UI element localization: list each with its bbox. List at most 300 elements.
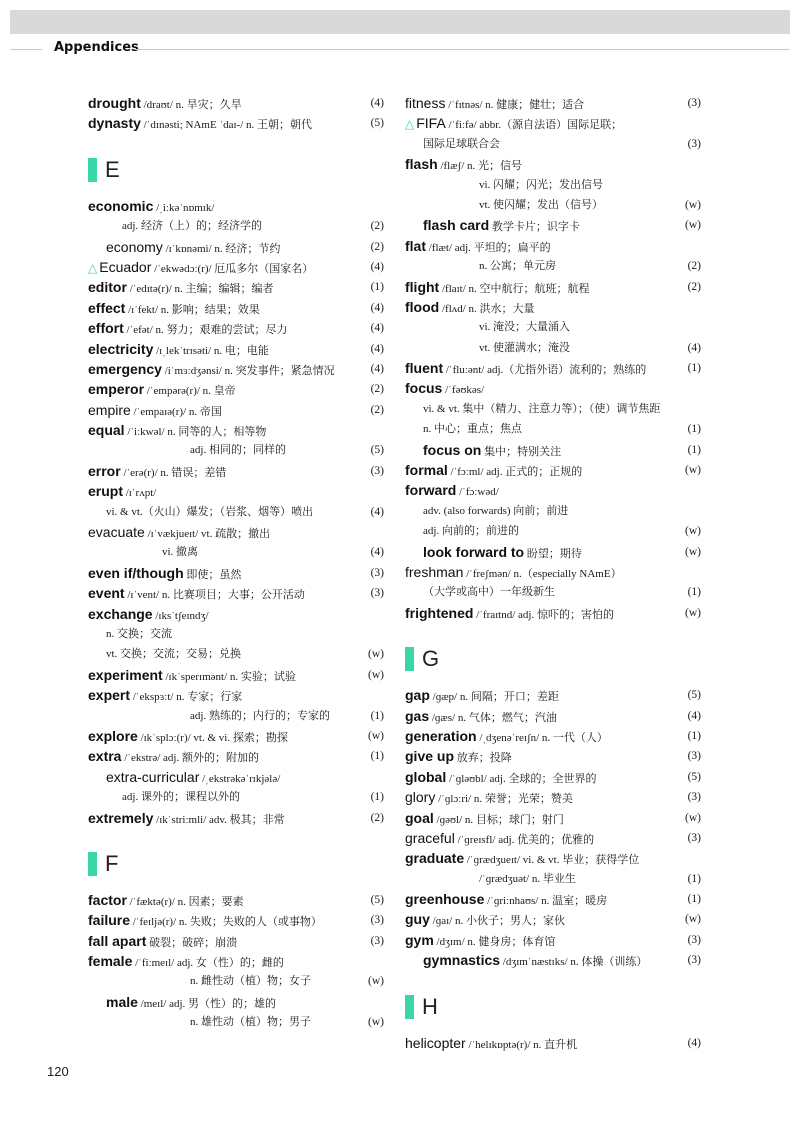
definition: adj. 相同的；同样的 [190,444,286,457]
definition: /ɪˈvent/ n. 比赛项目；大事；公开活动 [124,589,305,602]
entry-continuation [88,624,384,644]
glossary-entry [88,583,384,603]
running-header [10,40,790,60]
headword: factor [88,891,127,908]
entry-continuation [88,971,384,991]
unit-tag: (5) [370,444,384,457]
definition: vi. 撤离 [162,546,199,559]
entry-continuation [88,502,384,522]
headword: experiment [88,666,163,683]
definition: /ɡæs/ n. 气体；燃气；汽油 [429,711,557,724]
definition: /ˈfiːfə/ abbr.（源自法语）国际足联； [445,119,623,132]
headword: explore [88,727,138,744]
unit-tag: (w) [368,1016,384,1029]
entry-continuation [405,338,701,358]
unit-tag: (4) [687,1036,701,1049]
unit-tag: (3) [687,933,701,946]
definition: /ɡaɪ/ n. 小伙子；男人；家伙 [429,915,565,928]
section-marker-bar [88,158,97,182]
entry-continuation [88,542,384,562]
headword: dynasty [88,115,141,132]
entry-continuation [405,134,701,154]
glossary-entry [88,522,384,542]
definition: /dʒɪm/ n. 健身房；体育馆 [433,935,556,948]
definition: /ˈefət/ n. 努力；艰难的尝试；尽力 [123,324,288,337]
unit-tag: (3) [370,587,384,600]
headword: female [88,953,133,970]
unit-tag: (2) [370,383,384,396]
unit-tag: (w) [685,811,701,824]
headword: editor [88,279,127,296]
glossary-entry [88,379,384,399]
unit-tag: (4) [687,341,701,354]
glossary-entry [405,378,701,398]
letter-section-heading [88,842,384,886]
unit-tag: (3) [370,934,384,947]
glossary-entry [88,992,384,1012]
entry-continuation [405,175,701,195]
glossary-entry [88,604,384,624]
glossary-entry [88,339,384,359]
glossary-entry [405,562,701,582]
definition: /ɡæp/ n. 间隔；开口；差距 [429,691,559,704]
letter-section-heading [88,148,384,192]
entry-continuation [88,644,384,664]
definition: /ɪˈkɒnəmi/ n. 经济；节约 [162,242,281,255]
glossary-entry [88,746,384,766]
unit-tag: (2) [370,811,384,824]
definition: 盼望；期待 [524,547,582,560]
glossary-entry [405,297,701,317]
definition: 破裂；破碎；崩溃 [146,936,238,949]
headword: Ecuador [99,258,152,275]
definition: /ˈfəʊkəs/ [442,384,485,397]
definition: /ˈfraɪtnd/ adj. 惊吓的；害怕的 [473,608,614,621]
glossary-entry [405,460,701,480]
headword: evacuate [88,524,145,541]
entry-continuation [405,582,701,602]
unit-tag: (1) [687,362,701,375]
glossary-entry [88,808,384,828]
glossary-entry [405,828,701,848]
definition: vt. 使闪耀；发出（信号） [479,198,604,211]
triangle-icon: △ [405,117,415,132]
unit-tag: (1) [687,729,701,742]
headword: empire [88,401,131,418]
glossary-entry [405,1033,701,1053]
glossary-entry [88,890,384,910]
glossary-entry [88,726,384,746]
definition: /ˈerə(r)/ n. 错误；差错 [120,466,227,479]
headword: exchange [88,605,153,622]
definition: n. 雌性动（植）物；女子 [190,975,311,988]
unit-tag: (w) [685,464,701,477]
glossary-entry [88,461,384,481]
section-letter: E [105,156,120,182]
entry-continuation [88,1012,384,1032]
glossary-entry [405,848,701,868]
triangle-icon: △ [88,260,98,275]
headword: extremely [88,809,154,826]
definition: /ɪkˈsperɪmənt/ n. 实验；试验 [162,670,296,683]
definition: /ɪˈvækjueɪt/ vt. 疏散；撤出 [144,528,271,541]
headword: fall apart [88,932,147,949]
top-banner [10,10,790,34]
unit-tag: (1) [370,791,384,804]
entry-continuation [405,501,701,521]
headword: emperor [88,381,145,398]
entry-continuation [88,440,384,460]
glossary-entry [88,685,384,705]
glossary-entry [405,746,701,766]
unit-tag: (2) [370,240,384,253]
definition: vt. 使灌满水；淹没 [479,341,571,354]
headword: failure [88,912,131,929]
headword: extra-curricular [106,768,200,785]
headword: give up [405,748,455,765]
unit-tag: (w) [368,975,384,988]
headword: flat [405,237,426,254]
definition: /ɡəʊl/ n. 目标；球门；射门 [433,813,564,826]
unit-tag: (4) [370,97,384,109]
definition: /ɪˈrʌpt/ [123,487,157,500]
headword: equal [88,422,125,439]
unit-tag: (w) [368,648,384,661]
glossary-entry [88,420,384,440]
definition: /ˈfreʃmən/ n.（especially NAmE） [463,567,622,580]
headword: frightened [405,604,474,621]
glossary-entry [88,359,384,379]
definition: /ˈɡriːnhaʊs/ n. 温室；暖房 [484,895,608,908]
unit-tag: (5) [687,770,701,783]
unit-tag: (3) [687,791,701,804]
headword: fitness [405,95,446,111]
unit-tag: (w) [368,729,384,742]
page-number: 120 [47,1064,69,1079]
section-title: Appendices [54,40,139,55]
section-spacer [88,134,384,144]
headword: flash [405,156,438,173]
definition: /ˈedɪtə(r)/ n. 主编；编辑；编者 [126,283,274,296]
headword: effect [88,299,126,316]
headword: focus [405,380,443,397]
definition: /ˈfɪtnəs/ n. 健康；健壮；适合 [445,99,585,111]
unit-tag: (2) [370,403,384,416]
definition: vi. & vt. 集中（精力、注意力等）；（使）调节焦距 [423,402,661,415]
glossary-entry [88,318,384,338]
headword: erupt [88,483,123,500]
headword: FIFA [416,115,446,132]
entry-continuation [88,706,384,726]
unit-tag: (3) [370,914,384,927]
headword: flight [405,278,440,295]
headword: graceful [405,829,455,846]
unit-tag: (4) [370,362,384,375]
definition: /dʒɪmˈnæstɪks/ n. 体操（训练） [500,956,648,969]
definition: /ˈfɔːwəd/ [456,486,499,499]
definition: /iˈmɜːdʒənsi/ n. 突发事件；紧急情况 [161,364,335,377]
definition: /ɪˌlekˈtrɪsəti/ n. 电；电能 [153,344,269,357]
definition: vi. 淹没；大量涌入 [479,321,571,334]
unit-tag: (w) [685,606,701,619]
unit-tag: (1) [687,872,701,885]
glossary-entry [88,298,384,318]
section-spacer [88,828,384,838]
unit-tag: (3) [370,566,384,579]
definition: adv. (also forwards) 向前；前进 [423,504,569,517]
glossary-entry [405,889,701,909]
headword: guy [405,911,430,928]
headword: flash card [423,217,490,234]
unit-tag: (3) [687,750,701,763]
definition: /ˈempaɪə(r)/ n. 帝国 [130,405,222,418]
glossary-column-left [88,93,384,1033]
glossary-entry [405,808,701,828]
header-rule-left [10,49,42,50]
glossary-entry [405,909,701,929]
unit-tag: (5) [370,893,384,906]
unit-tag: (4) [687,709,701,722]
definition: /ˈhelɪkɒptə(r)/ n. 直升机 [465,1038,578,1051]
entry-continuation [405,256,701,276]
glossary-entry [405,215,701,235]
definition: /ˌekstrəkəˈrɪkjələ/ [199,772,281,785]
section-letter: G [422,646,440,672]
unit-tag: (1) [687,586,701,599]
glossary-entry [405,542,701,562]
unit-tag: (3) [687,137,701,150]
definition: vi. 闪耀；闪光；发出信号 [479,178,604,191]
glossary-entry [405,726,701,746]
headword: fluent [405,360,444,377]
definition: /ˈekspɜːt/ n. 专家；行家 [130,691,243,704]
headword: gas [405,707,430,724]
definition: /draʊt/ n. 旱灾；久旱 [140,99,242,111]
headword: greenhouse [405,891,485,908]
unit-tag: (1) [687,893,701,906]
headword: emergency [88,360,162,377]
definition: /ˈekstrə/ adj. 额外的；附加的 [121,752,259,765]
definition: n. 公寓；单元房 [479,260,556,273]
headword: gap [405,687,430,704]
glossary-entry [405,93,701,113]
unit-tag: (4) [370,301,384,314]
headword: extra [88,748,122,765]
definition: /ɪksˈtʃeɪndʒ/ [152,609,209,622]
definition: /ɪkˈsplɔː(r)/ vt. & vi. 探索；勘探 [137,731,288,744]
glossary-entry [88,93,384,113]
definition: /ˈfiːmeɪl/ adj. 女（性）的；雌的 [132,957,284,970]
unit-tag: (5) [687,689,701,702]
definition: /ˈekwədɔː(r)/ 厄瓜多尔（国家名） [151,262,314,275]
definition: /flæt/ adj. 平坦的；扁平的 [426,241,551,254]
unit-tag: (3) [687,954,701,967]
glossary-entry [405,440,701,460]
definition: /ˈɡlɔːri/ n. 荣誉；光荣；赞美 [435,793,573,806]
glossary-entry [405,787,701,807]
entry-continuation [88,216,384,236]
headword: error [88,462,121,479]
glossary-entry [405,706,701,726]
unit-tag: (1) [687,443,701,456]
glossary-entry [88,237,384,257]
glossary-entry [88,277,384,297]
letter-section-heading [405,637,701,681]
definition: /ˌiːkəˈnɒmɪk/ [153,201,215,214]
glossary-entry [405,277,701,297]
header-rule-right [135,49,790,50]
glossary-entry [405,358,701,378]
glossary-column-right [405,93,701,1053]
definition: /ˈiːkwəl/ n. 同等的人；相等物 [124,426,267,439]
glossary-entry [405,685,701,705]
headword: gymnastics [423,952,501,969]
definition: /ˈɡrædʒuət/ n. 毕业生 [479,872,576,885]
headword: global [405,768,447,785]
glossary-entry [88,113,384,133]
unit-tag: (w) [685,219,701,232]
definition: vt. 交换；交流；交易；兑换 [106,648,242,661]
unit-tag: (2) [370,220,384,233]
definition: /ˈɡrædʒueɪt/ vi. & vt. 毕业；获得学位 [464,854,640,867]
glossary-entry [88,257,384,277]
entry-continuation [405,317,701,337]
headword: electricity [88,340,154,357]
entry-continuation [405,869,701,889]
section-letter: F [105,850,119,876]
glossary-entry [88,481,384,501]
definition: vi. & vt.（火山）爆发；（岩浆、烟等）喷出 [106,505,314,518]
headword: look forward to [423,543,525,560]
glossary-entry [88,951,384,971]
glossary-entry [88,196,384,216]
unit-tag: (w) [685,545,701,558]
unit-tag: (1) [370,281,384,294]
headword: economy [106,238,163,255]
definition: n. 中心；重点；焦点 [423,423,522,436]
definition: /ˈfluːənt/ adj.（尤指外语）流利的；熟练的 [443,364,647,377]
headword: generation [405,727,477,744]
definition: /ˈfɔːml/ adj. 正式的；正规的 [447,466,583,479]
unit-tag: (3) [687,97,701,109]
unit-tag: (w) [368,668,384,681]
definition: /meɪl/ adj. 男（性）的；雄的 [137,997,277,1010]
letter-section-heading [405,985,701,1029]
headword: effort [88,320,124,337]
section-spacer [405,971,701,981]
unit-tag: (1) [370,709,384,722]
definition: /ˈfæktə(r)/ n. 因素；要素 [126,895,244,908]
glossary-entry [405,930,701,950]
section-marker-bar [405,995,414,1019]
glossary-entry [405,480,701,500]
glossary-entry [405,767,701,787]
headword: forward [405,482,457,499]
headword: focus on [423,441,482,458]
headword: flood [405,298,440,315]
headword: helicopter [405,1034,466,1051]
headword: event [88,585,125,602]
definition: n. 雄性动（植）物；男子 [190,1016,311,1029]
definition: 教学卡片；识字卡 [489,221,580,234]
glossary-entry [88,563,384,583]
definition: 即使；虽然 [183,568,242,581]
unit-tag: (4) [370,546,384,559]
entry-continuation [405,419,701,439]
section-marker-bar [88,852,97,876]
definition: /flæʃ/ n. 光；信号 [437,160,523,173]
unit-tag: (2) [687,280,701,293]
definition: /ˌdʒenəˈreɪʃn/ n. 一代（人） [476,731,608,744]
unit-tag: (w) [685,525,701,538]
section-marker-bar [405,647,414,671]
headword: gym [405,931,434,948]
unit-tag: (1) [687,423,701,436]
glossary-entry [88,665,384,685]
unit-tag: (4) [370,342,384,355]
definition: /ˈdɪnəsti; NAmE ˈdaɪ-/ n. 王朝；朝代 [140,119,313,132]
definition: /ɪkˈstriːmli/ adv. 极其；非常 [153,813,285,826]
definition: /flʌd/ n. 洪水；大量 [439,302,535,315]
headword: expert [88,687,131,704]
entry-continuation [405,195,701,215]
headword: male [106,993,138,1010]
unit-tag: (4) [370,260,384,273]
headword: even if/though [88,564,184,581]
glossary-entry [405,236,701,256]
section-spacer [405,623,701,633]
headword: drought [88,95,141,111]
unit-tag: (w) [685,913,701,926]
definition: 集中；特别关注 [481,445,562,458]
unit-tag: (2) [687,260,701,273]
unit-tag: (3) [370,464,384,477]
definition: 国际足球联合会 [423,137,500,150]
glossary-entry [88,400,384,420]
entry-continuation [405,521,701,541]
definition: adj. 经济（上）的；经济学的 [122,220,262,233]
unit-tag: (3) [687,831,701,844]
headword: formal [405,462,448,479]
glossary-entry [88,767,384,787]
unit-tag: (5) [370,117,384,130]
headword: economic [88,197,154,214]
unit-tag: (w) [685,198,701,211]
glossary-entry [88,931,384,951]
definition: adj. 向前的；前进的 [423,525,519,538]
definition: （大学或高中）一年级新生 [423,586,555,599]
definition: n. 交换；交流 [106,627,172,640]
definition: /flaɪt/ n. 空中航行；航班；航程 [439,282,590,295]
glossary-entry [405,113,701,133]
definition: /ˈɡreɪsfl/ adj. 优美的；优雅的 [454,833,595,846]
glossary-entry [405,154,701,174]
glossary-entry [405,603,701,623]
headword: glory [405,789,436,806]
headword: freshman [405,563,464,580]
unit-tag: (1) [370,750,384,763]
section-letter: H [422,993,438,1019]
definition: adj. 课外的；课程以外的 [122,791,240,804]
unit-tag: (4) [370,505,384,518]
definition: adj. 熟练的；内行的；专家的 [190,709,330,722]
definition: 放弃；投降 [454,752,512,765]
entry-continuation [88,787,384,807]
unit-tag: (4) [370,322,384,335]
definition: /ɪˈfekt/ n. 影响；结果；效果 [125,303,260,316]
glossary-entry [405,950,701,970]
headword: goal [405,809,434,826]
